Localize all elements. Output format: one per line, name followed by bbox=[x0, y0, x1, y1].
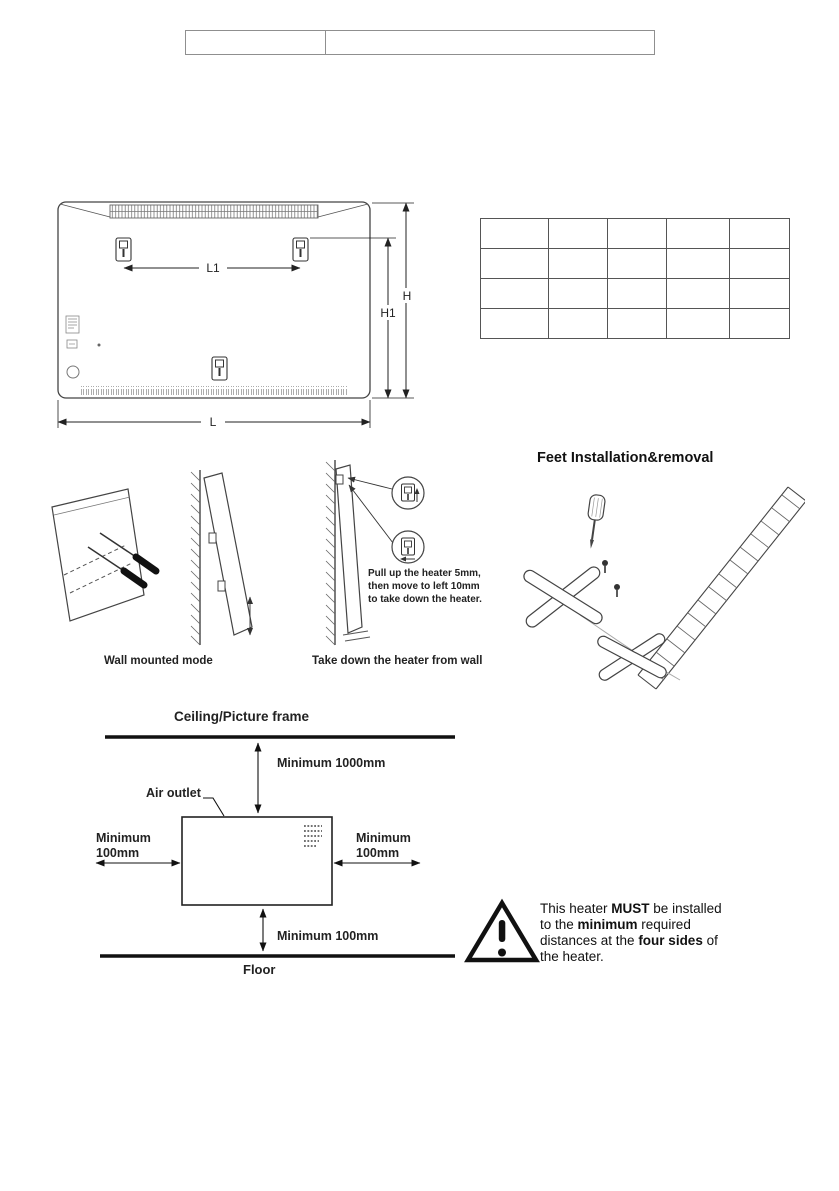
feet-installation-title: Feet Installation&removal bbox=[537, 450, 714, 466]
warning-line: distances at the four sides of bbox=[540, 933, 718, 948]
heater-foot bbox=[596, 632, 668, 683]
wall-bracket-icon bbox=[116, 238, 131, 261]
wall-bracket-icon bbox=[212, 357, 227, 380]
min-right-label bbox=[356, 831, 411, 860]
bottom-vent-grille bbox=[80, 386, 348, 395]
min-top-label: Minimum 1000mm bbox=[277, 756, 386, 770]
spec-table-cell bbox=[481, 219, 549, 249]
spec-table-cell bbox=[730, 309, 790, 339]
take-down-illustration bbox=[326, 460, 424, 645]
header-table-cell-left bbox=[186, 31, 326, 54]
wall-hatching bbox=[326, 462, 335, 645]
spec-table-cell bbox=[608, 279, 667, 309]
spec-table-cell bbox=[481, 309, 549, 339]
wall-mounted-mode-label: Wall mounted mode bbox=[104, 655, 213, 667]
spec-table-cell bbox=[667, 219, 730, 249]
spec-table-cell bbox=[481, 279, 549, 309]
min-bottom-label: Minimum 100mm bbox=[277, 929, 379, 943]
dimension-h bbox=[372, 203, 416, 398]
heater-outline bbox=[182, 817, 332, 905]
spec-table-cell bbox=[667, 249, 730, 279]
feet-installation-illustration bbox=[522, 487, 805, 689]
spec-table-cell bbox=[730, 219, 790, 249]
dim-l1-label: L1 bbox=[206, 261, 220, 275]
header-table-cell-right bbox=[326, 31, 654, 54]
dim-l-label: L bbox=[209, 415, 217, 429]
warning-icon bbox=[464, 898, 540, 966]
spec-table-cell bbox=[730, 249, 790, 279]
min-left-label bbox=[96, 831, 151, 860]
dim-h-label: H bbox=[402, 289, 412, 303]
ceiling-label: Ceiling/Picture frame bbox=[174, 709, 310, 724]
floor-label: Floor bbox=[243, 962, 276, 977]
spec-table-cell bbox=[549, 279, 608, 309]
wall-hatching bbox=[191, 472, 200, 645]
instruction-line: then move to left 10mm bbox=[368, 581, 480, 592]
spec-table-cell bbox=[549, 309, 608, 339]
air-outlet-pointer bbox=[203, 798, 224, 816]
installation-warning-text bbox=[540, 901, 802, 965]
spec-table-cell bbox=[608, 219, 667, 249]
take-down-label: Take down the heater from wall bbox=[312, 655, 483, 667]
spec-table-cell bbox=[608, 249, 667, 279]
spec-table-cell bbox=[730, 279, 790, 309]
spec-table-cell bbox=[549, 219, 608, 249]
dim-h1-label: H1 bbox=[380, 306, 396, 320]
spec-table-cell bbox=[481, 249, 549, 279]
dimension-l bbox=[58, 400, 370, 429]
screw-icon bbox=[602, 560, 608, 573]
warning-line: to the minimum required bbox=[540, 917, 691, 932]
heater-foot bbox=[522, 565, 605, 630]
spec-table-cell bbox=[549, 249, 608, 279]
instruction-line: to take down the heater. bbox=[368, 594, 482, 605]
screwdriver-icon bbox=[583, 494, 605, 550]
warning-line: This heater MUST be installed bbox=[540, 901, 722, 916]
bracket-detail-slide-icon bbox=[392, 531, 424, 563]
min-right-line: 100mm bbox=[356, 845, 400, 860]
spec-table-cell bbox=[667, 279, 730, 309]
min-left-line: 100mm bbox=[96, 845, 140, 860]
heater-rear-diagram bbox=[50, 190, 430, 445]
screw-mark-icon bbox=[98, 344, 101, 347]
air-outlet-label: Air outlet bbox=[146, 786, 201, 800]
spec-table-cell bbox=[608, 309, 667, 339]
min-left-line: Minimum bbox=[96, 831, 151, 845]
wall-mount-step1-illustration bbox=[52, 489, 156, 621]
bracket-detail-pullup-icon bbox=[392, 477, 424, 509]
take-down-instruction bbox=[368, 567, 482, 606]
spec-table bbox=[480, 218, 790, 339]
header-table bbox=[185, 30, 655, 55]
min-right-line: Minimum bbox=[356, 831, 411, 845]
screw-icon bbox=[614, 584, 620, 597]
spec-table-cell bbox=[667, 309, 730, 339]
instruction-line: Pull up the heater 5mm, bbox=[368, 568, 481, 579]
warning-line: the heater. bbox=[540, 949, 604, 964]
wall-bracket-icon bbox=[293, 238, 308, 261]
heater-bottom-grille bbox=[638, 487, 805, 689]
wall-mounted-side-illustration bbox=[191, 470, 252, 645]
